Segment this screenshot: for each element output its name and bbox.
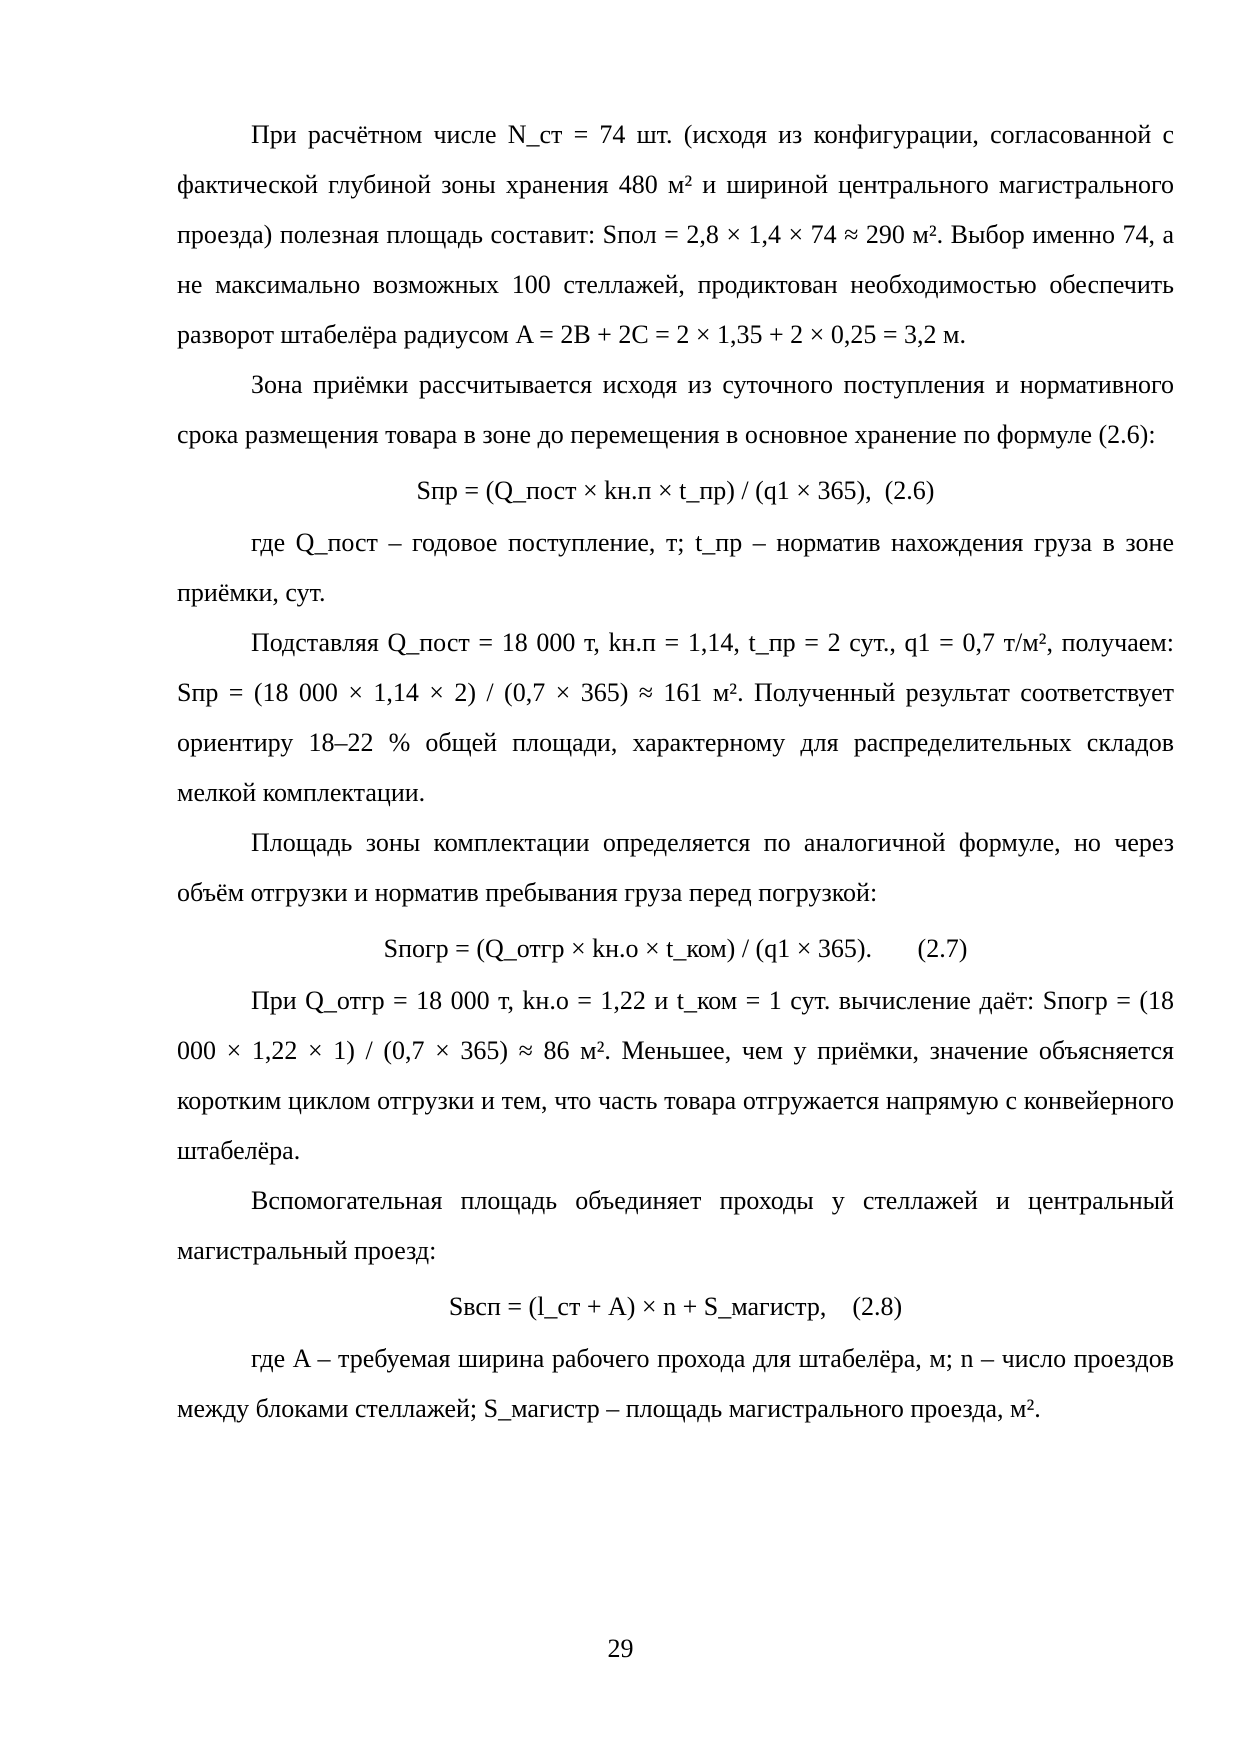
formula-2-6 <box>177 478 1174 504</box>
formula-2-8 <box>177 1294 1174 1320</box>
formula-2-7 <box>177 936 1174 962</box>
formula-2-8-expression: Sвсп = (l_ст + A) × n + S_магистр, <box>448 1292 827 1321</box>
paragraph-auxiliary-area-intro: Вспомогательная площадь объединяет проходы у стеллажей и центральный магистральный проезд: <box>177 1186 1174 1265</box>
formula-2-6-number: (2.6) <box>884 476 935 505</box>
paragraph-picking-zone-intro: Площадь зоны комплектации определяется по аналогичной формуле, но через объём отгрузки и норматив пребывания груза перед погрузкой: <box>177 828 1174 907</box>
paragraph-receiving-zone-calc: Подставляя Q_пост = 18 000 т, kн.п = 1,14, t_пр = 2 сут., q1 = 0,7 т/м², получаем: Sпр = (18 000 × 1,14 × 2) / (0,7 × 365) ≈ 161 м². Полученный результат соответствует ориентиру 18–22 % общей площади, характерному для распределительных складов мелкой комплектации. <box>177 628 1174 807</box>
page-body <box>177 110 1174 1434</box>
page-number: 29 <box>607 1634 634 1663</box>
paragraph-storage-area: При расчётном числе N_ст = 74 шт. (исходя из конфигурации, согласованной с фактической глубиной зоны хранения 480 м² и шириной центрального магистрального проезда) полезная площадь составит: Sпол = 2,8 × 1,4 × 74 ≈ 290 м². Выбор именно 74, а не максимально возможных 100 стеллажей, продиктован необходимостью обеспечить разворот штабелёра радиусом A = 2B + 2C = 2 × 1,35 + 2 × 0,25 = 3,2 м. <box>177 120 1174 349</box>
paragraph-receiving-zone-intro: Зона приёмки рассчитывается исходя из суточного поступления и нормативного срока размещения товара в зоне до перемещения в основное хранение по формуле (2.6): <box>177 370 1174 449</box>
paragraph-formula-2-6-legend: где Q_пост – годовое поступление, т; t_пр – норматив нахождения груза в зоне приёмки, сут. <box>177 528 1174 607</box>
formula-2-7-number: (2.7) <box>917 934 968 963</box>
formula-2-8-number: (2.8) <box>852 1292 903 1321</box>
paragraph-formula-2-8-legend: где A – требуемая ширина рабочего прохода для штабелёра, м; n – число проездов между блоками стеллажей; S_магистр – площадь магистрального проезда, м². <box>177 1344 1174 1423</box>
paragraph-picking-zone-calc: При Q_отгр = 18 000 т, kн.о = 1,22 и t_ком = 1 сут. вычисление даёт: Sпогр = (18 000 × 1,22 × 1) / (0,7 × 365) ≈ 86 м². Меньшее, чем у приёмки, значение объясняется коротким циклом отгрузки и тем, что часть товара отгружается напрямую с конвейерного штабелёра. <box>177 986 1174 1165</box>
formula-2-7-expression: Sпогр = (Q_отгр × kн.о × t_ком) / (q1 × 365). <box>383 934 873 963</box>
formula-2-6-expression: Sпр = (Q_пост × kн.п × t_пр) / (q1 × 365), <box>416 476 872 505</box>
